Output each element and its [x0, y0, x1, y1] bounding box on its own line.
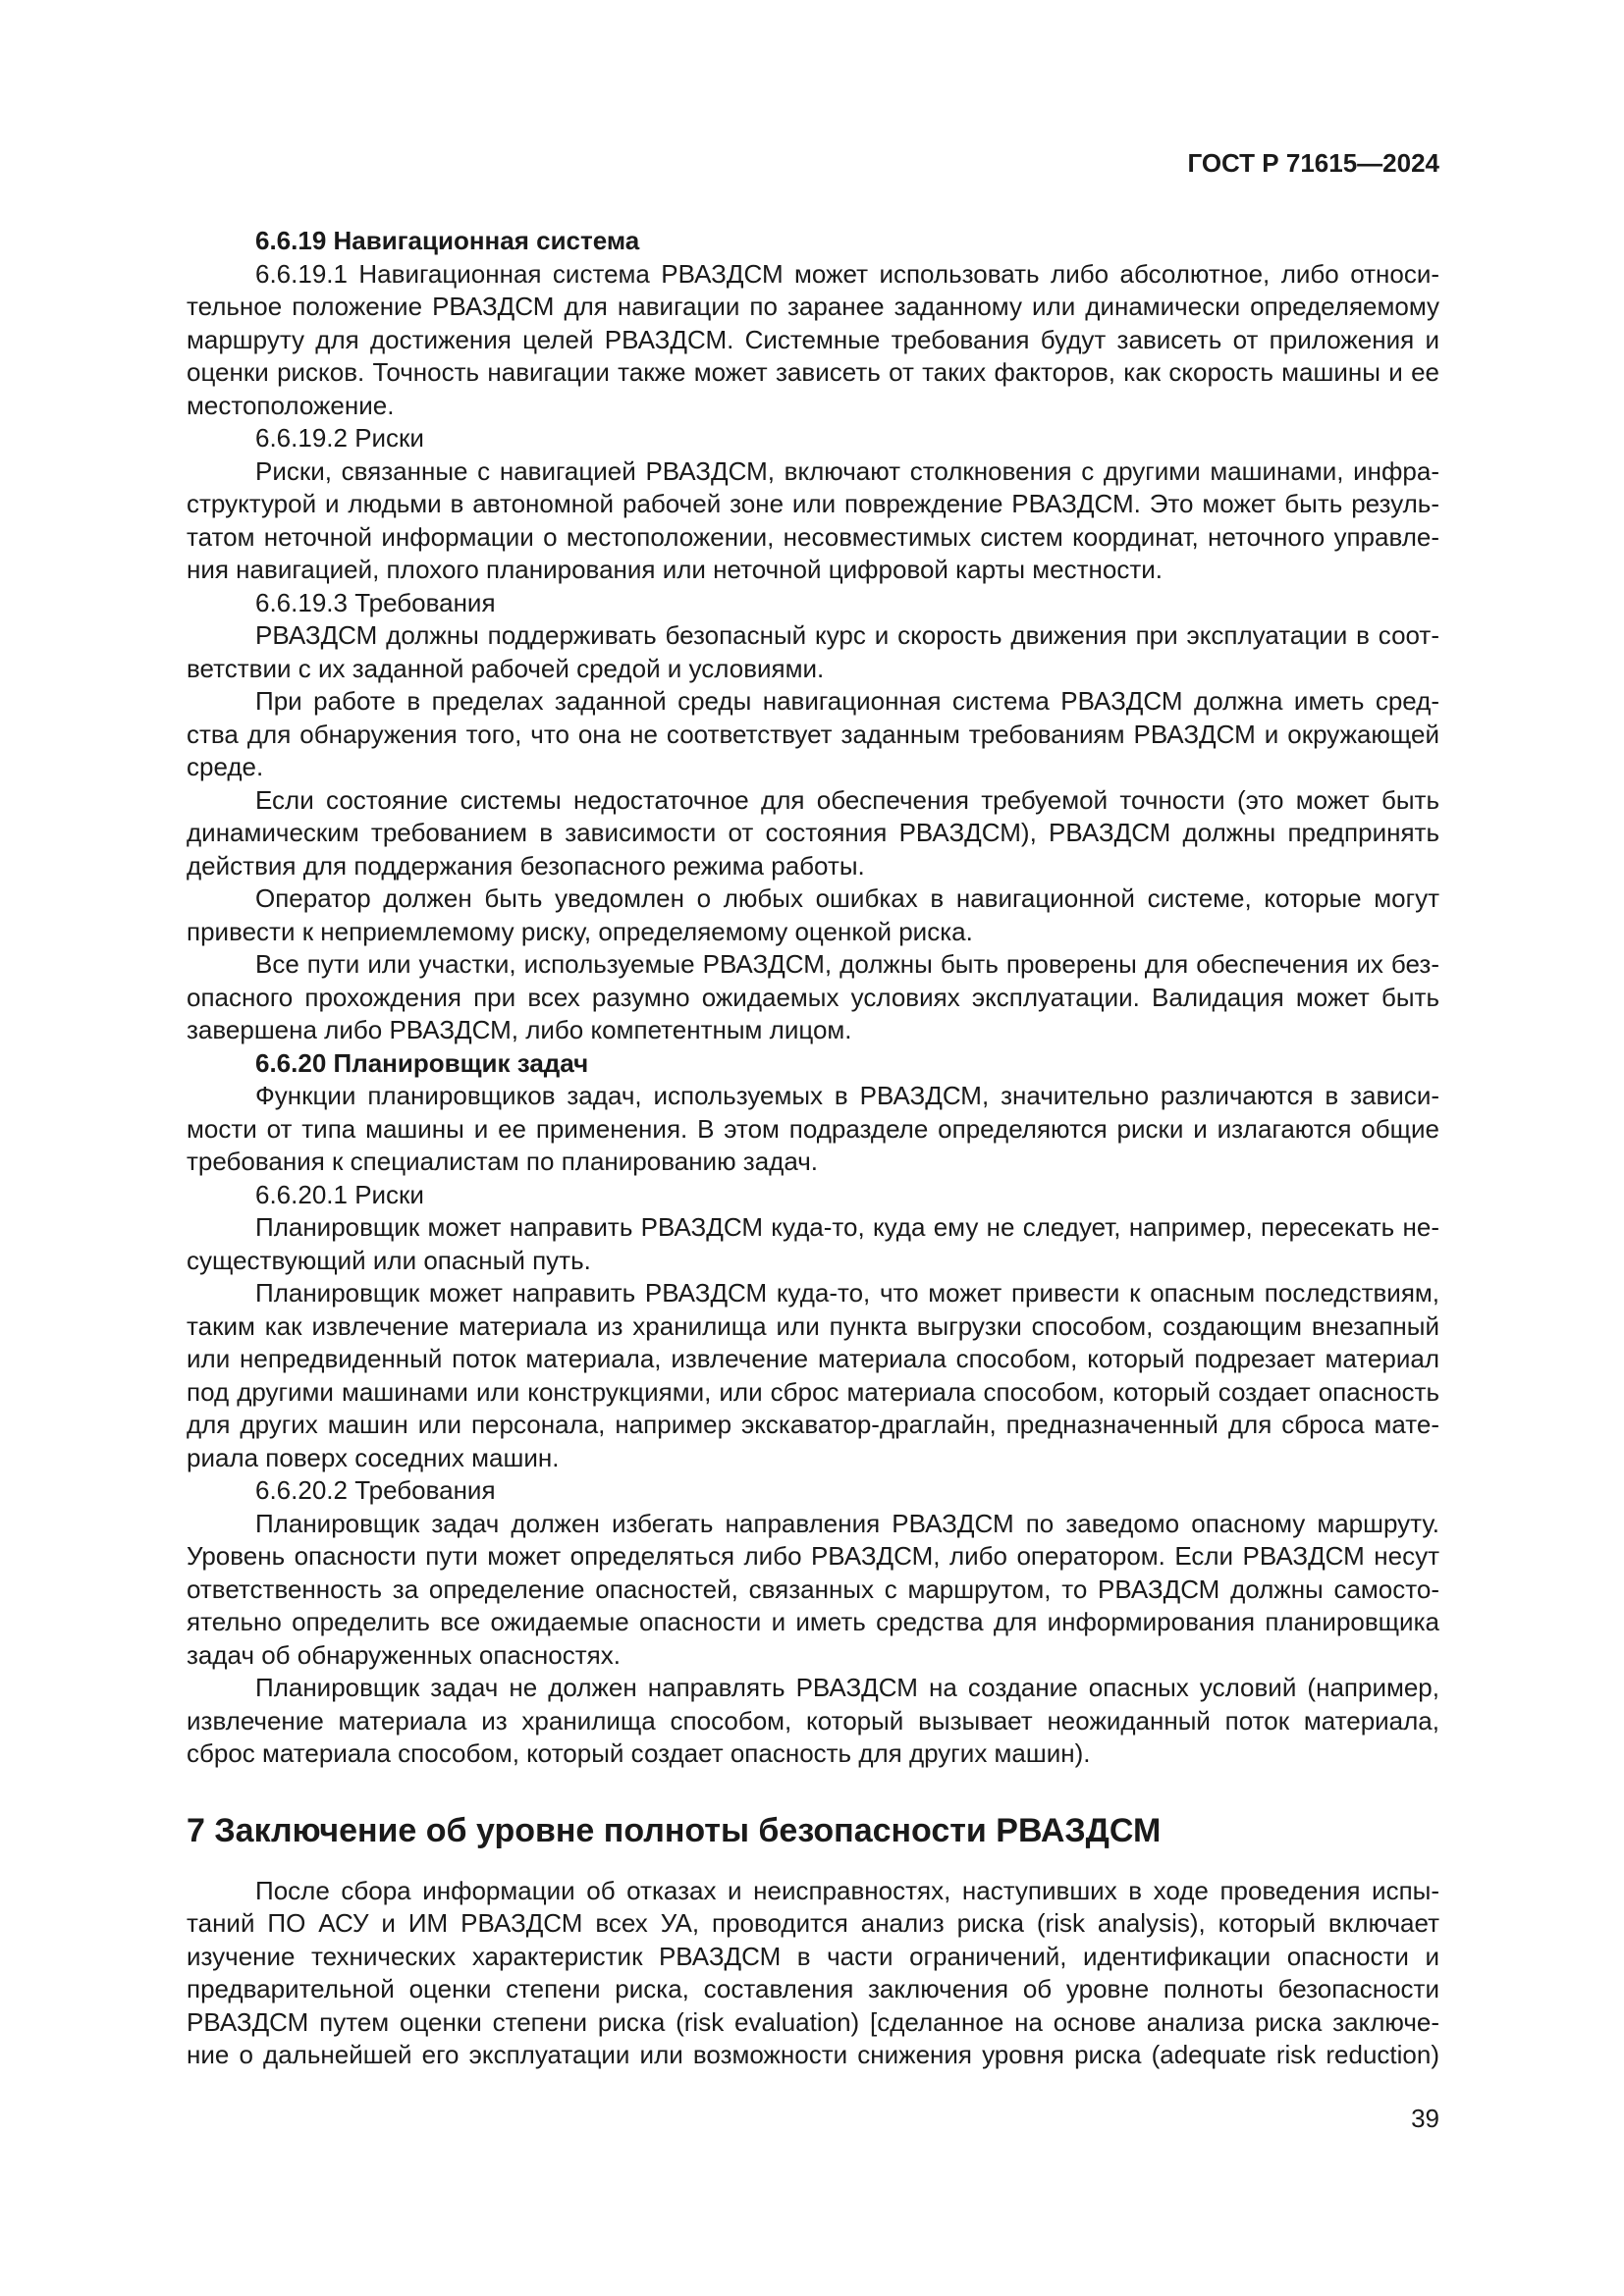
clause-label: [187, 1474, 1439, 1508]
paragraph: [187, 455, 1439, 587]
text-line: Риски, связанные с навигацией РВАЗДСМ, включают столкновения с другими машинами, инфра-: [255, 455, 1439, 486]
text-line: Планировщик задач не должен направлять РВАЗДСМ на создание опасных условий (например,: [255, 1673, 1439, 1702]
text-line: оценки рисков. Точность навигации также может зависеть от таких факторов, как скорость машины и ее: [187, 357, 1439, 387]
text-line: Все пути или участки, используемые РВАЗДСМ, должны быть проверены для обеспечения их без-: [255, 949, 1439, 979]
text-line: Функции планировщиков задач, используемых в РВАЗДСМ, значительно различаются в зависи-: [255, 1081, 1439, 1110]
text-line: среде.: [187, 752, 264, 781]
text-line: мости от типа машины и ее применения. В этом подразделе определяются риски и излагаются общие: [187, 1113, 1439, 1144]
text-line: опасного прохождения при всех разумно ожидаемых условиях эксплуатации. Валидация может быть: [187, 982, 1439, 1012]
text-line: 6.6.20.2 Требования: [255, 1475, 496, 1505]
subsection-heading: [187, 225, 1439, 258]
paragraph: [187, 1875, 1439, 2072]
clause-label: [187, 587, 1439, 620]
page-number: 39: [1411, 2104, 1439, 2133]
paragraph: [187, 685, 1439, 784]
text-line: 6.6.19.1 Навигационная система РВАЗДСМ может использовать либо абсолютное, либо относи-: [255, 258, 1439, 289]
text-line: ние о дальнейшей его эксплуатации или возможности снижения уровня риска (adequate risk reduction): [187, 2040, 1439, 2069]
paragraph: [187, 619, 1439, 685]
clause-label: [187, 422, 1439, 455]
text-line: задач об обнаруженных опасностях.: [187, 1639, 621, 1670]
text-line: или непредвиденный поток материала, извлечение материала способом, который подрезает материал: [187, 1344, 1439, 1373]
clause-label: [187, 1179, 1439, 1212]
text-line: ветствии с их заданной рабочей средой и условиями.: [187, 653, 825, 683]
paragraph: [187, 258, 1439, 423]
document-body: [187, 225, 1439, 2072]
text-line: Оператор должен быть уведомлен о любых ошибках в навигационной системе, которые могут: [255, 883, 1439, 913]
paragraph: [187, 882, 1439, 948]
text-line: извлечение материала из хранилища способом, который вызывает неожиданный поток материала,: [187, 1705, 1439, 1735]
text-line: для других машин или персонала, например экскаватор-драглайн, предназначенный для сброса мате-: [187, 1410, 1439, 1439]
text-line: 6.6.19.3 Требования: [255, 587, 496, 617]
text-line: 6.6.20 Планировщик задач: [255, 1047, 589, 1078]
text-line: динамическим требованием в зависимости от состояния РВАЗДСМ), РВАЗДСМ должны предпринять: [187, 818, 1439, 847]
text-line: таний ПО АСУ и ИМ РВАЗДСМ всех УА, проводится анализ риска (risk analysis), который включает: [187, 1908, 1439, 1938]
text-line: ответственность за определение опасностей, связанных с маршрутом, то РВАЗДСМ должны самосто-: [187, 1574, 1439, 1604]
text-line: Планировщик может направить РВАЗДСМ куда-то, куда ему не следует, например, пересекать не-: [255, 1212, 1439, 1242]
text-line: После сбора информации об отказах и неисправностях, наступивших в ходе проведения испы-: [255, 1875, 1439, 1905]
section-heading: [187, 1810, 1439, 1851]
text-line: структурой и людьми в автономной рабочей зоне или повреждение РВАЗДСМ. Это может быть резуль-: [187, 489, 1439, 518]
text-line: РВАЗДСМ должны поддерживать безопасный курс и скорость движения при эксплуатации в соот-: [255, 620, 1439, 650]
document-id-header: ГОСТ Р 71615—2024: [1187, 148, 1439, 178]
paragraph: [187, 948, 1439, 1047]
text-line: ния навигацией, плохого планирования или неточной цифровой карты местности.: [187, 555, 1164, 584]
paragraph: [187, 1080, 1439, 1179]
text-line: тельное положение РВАЗДСМ для навигации по заранее заданному или динамически определяемому: [187, 292, 1439, 321]
text-line: местоположение.: [187, 390, 395, 420]
text-line: 6.6.19 Навигационная система: [255, 226, 640, 255]
text-line: РВАЗДСМ путем оценки степени риска (risk evaluation) [сделанное на основе анализа риска заключе-: [187, 2006, 1439, 2037]
subsection-heading: [187, 1047, 1439, 1081]
text-line: ятельно определить все ожидаемые опасности и иметь средства для информирования планировщика: [187, 1607, 1439, 1636]
text-line: ства для обнаружения того, что она не соответствует заданным требованиям РВАЗДСМ и окружающей: [187, 719, 1439, 749]
text-line: Уровень опасности пути может определяться либо РВАЗДСМ, либо оператором. Если РВАЗДСМ несут: [187, 1541, 1439, 1571]
text-line: маршруту для достижения целей РВАЗДСМ. Системные требования будут зависеть от приложения и: [187, 324, 1439, 354]
text-line: Если состояние системы недостаточное для обеспечения требуемой точности (это может быть: [255, 784, 1439, 815]
text-line: татом неточной информации о местоположении, несовместимых систем координат, неточного управле-: [187, 521, 1439, 552]
paragraph: [187, 1508, 1439, 1673]
paragraph: [187, 1277, 1439, 1474]
text-line: существующий или опасный путь.: [187, 1245, 591, 1275]
paragraph: [187, 1211, 1439, 1277]
text-line: предварительной оценки степени риска, составления заключения об уровне полноты безопасности: [187, 1974, 1439, 2003]
text-line: под другими машинами или конструкциями, или сброс материала способом, который создает опасность: [187, 1376, 1439, 1407]
text-line: 6.6.20.1 Риски: [255, 1179, 424, 1209]
text-line: При работе в пределах заданной среды навигационная система РВАЗДСМ должна иметь сред-: [255, 686, 1439, 716]
text-line: действия для поддержания безопасного режима работы.: [187, 850, 865, 881]
text-line: Планировщик задач должен избегать направления РВАЗДСМ по заведомо опасному маршруту.: [255, 1508, 1439, 1538]
text-line: таким как извлечение материала из хранилища или пункта выгрузки способом, создающим внезапный: [187, 1310, 1439, 1341]
text-line: привести к неприемлемому риску, определяемому оценкой риска.: [187, 916, 973, 946]
text-line: 6.6.19.2 Риски: [255, 423, 424, 453]
text-line: требования к специалистам по планированию задач.: [187, 1147, 819, 1176]
text-line: 7 Заключение об уровне полноты безопасности РВАЗДСМ: [187, 1811, 1162, 1849]
paragraph: [187, 784, 1439, 883]
text-line: завершена либо РВАЗДСМ, либо компетентным лицом.: [187, 1015, 852, 1044]
text-line: изучение технических характеристик РВАЗДСМ в части ограничений, идентификации опасности и: [187, 1941, 1439, 1971]
text-line: Планировщик может направить РВАЗДСМ куда-то, что может привести к опасным последствиям,: [255, 1278, 1439, 1308]
paragraph: [187, 1672, 1439, 1771]
text-line: риала поверх соседних машин.: [187, 1442, 560, 1472]
text-line: сброс материала способом, который создает опасность для других машин).: [187, 1738, 1091, 1768]
